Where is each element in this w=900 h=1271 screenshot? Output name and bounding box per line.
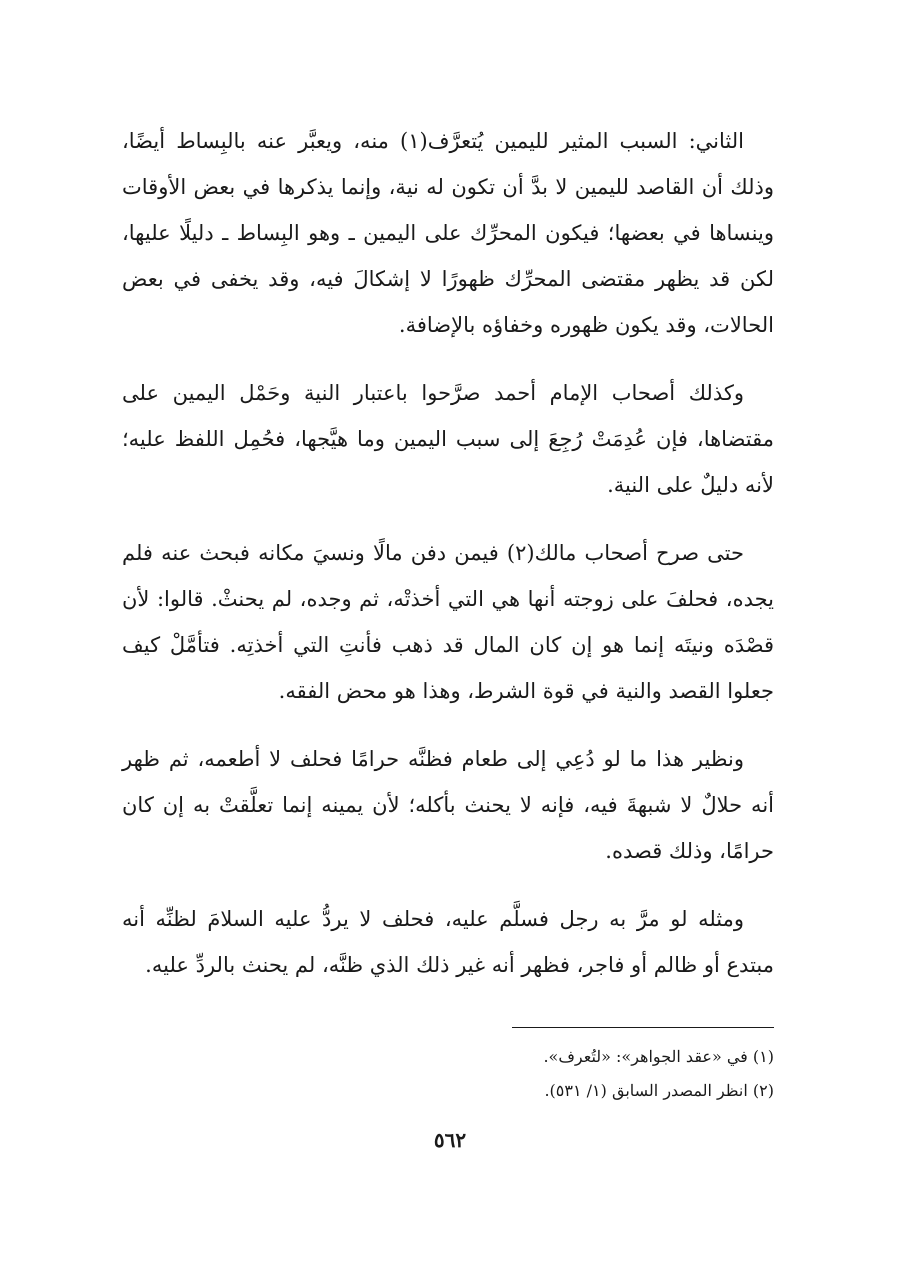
paragraph-2: وكذلك أصحاب الإمام أحمد صرَّحوا باعتبار النية وحَمْل اليمين على مقتضاها، فإن عُدِمَتْ رُجِعَ إلى سبب اليمين وما هيَّجها، فحُمِل اللفظ عليه؛ لأنه دليلٌ على النية. bbox=[122, 381, 774, 497]
main-text bbox=[122, 118, 774, 1010]
footnote-1: (١) في «عقد الجواهر»: «لتُعرف». bbox=[543, 1047, 774, 1066]
page-number: ٥٦٢ bbox=[433, 1128, 467, 1152]
paragraph-5: ومثله لو مرَّ به رجل فسلَّم عليه، فحلف لا يردُّ عليه السلامَ لظنِّه أنه مبتدع أو ظالم أو فاجر، فظهر أنه غير ذلك الذي ظنَّه، لم يحنث بالردِّ عليه. bbox=[122, 907, 774, 977]
paragraph-1: الثاني: السبب المثير لليمين يُتعرَّف(١) منه، ويعبَّر عنه بالبِساط أيضًا، وذلك أن القاصد لليمين لا بدَّ أن تكون له نية، وإنما يذكرها في بعض الأوقات وينساها في بعضها؛ فيكون المحرِّك على اليمين ـ وهو البِساط ـ دليلًا عليها، لكن قد يظهر مقتضى المحرِّك ظهورًا لا إشكالَ فيه، وقد يخفى في بعض الحالات، وقد يكون ظهوره وخفاؤه بالإضافة. bbox=[122, 129, 774, 337]
paragraph-4: ونظير هذا ما لو دُعِي إلى طعام فظنَّه حرامًا فحلف لا أطعمه، ثم ظهر أنه حلالٌ لا شبهةَ فيه، فإنه لا يحنث بأكله؛ لأن يمينه إنما تعلَّقتْ به إن كان حرامًا، وذلك قصده. bbox=[122, 747, 774, 863]
paragraph-3: حتى صرح أصحاب مالك(٢) فيمن دفن مالًا ونسيَ مكانه فبحث عنه فلم يجده، فحلفَ على زوجته أنها هي التي أخذتْه، ثم وجده، لم يحنثْ. قالوا: لأن قصْدَه ونيتَه إنما هو إن كان المال قد ذهب فأنتِ التي أخذتِه. فتأمَّلْ كيف جعلوا القصد والنية في قوة الشرط، وهذا هو محض الفقه. bbox=[122, 541, 774, 703]
footnote-divider bbox=[512, 1027, 774, 1028]
footnote-2: (٢) انظر المصدر السابق (١/ ٥٣١). bbox=[544, 1081, 774, 1100]
footnotes bbox=[122, 1040, 774, 1108]
